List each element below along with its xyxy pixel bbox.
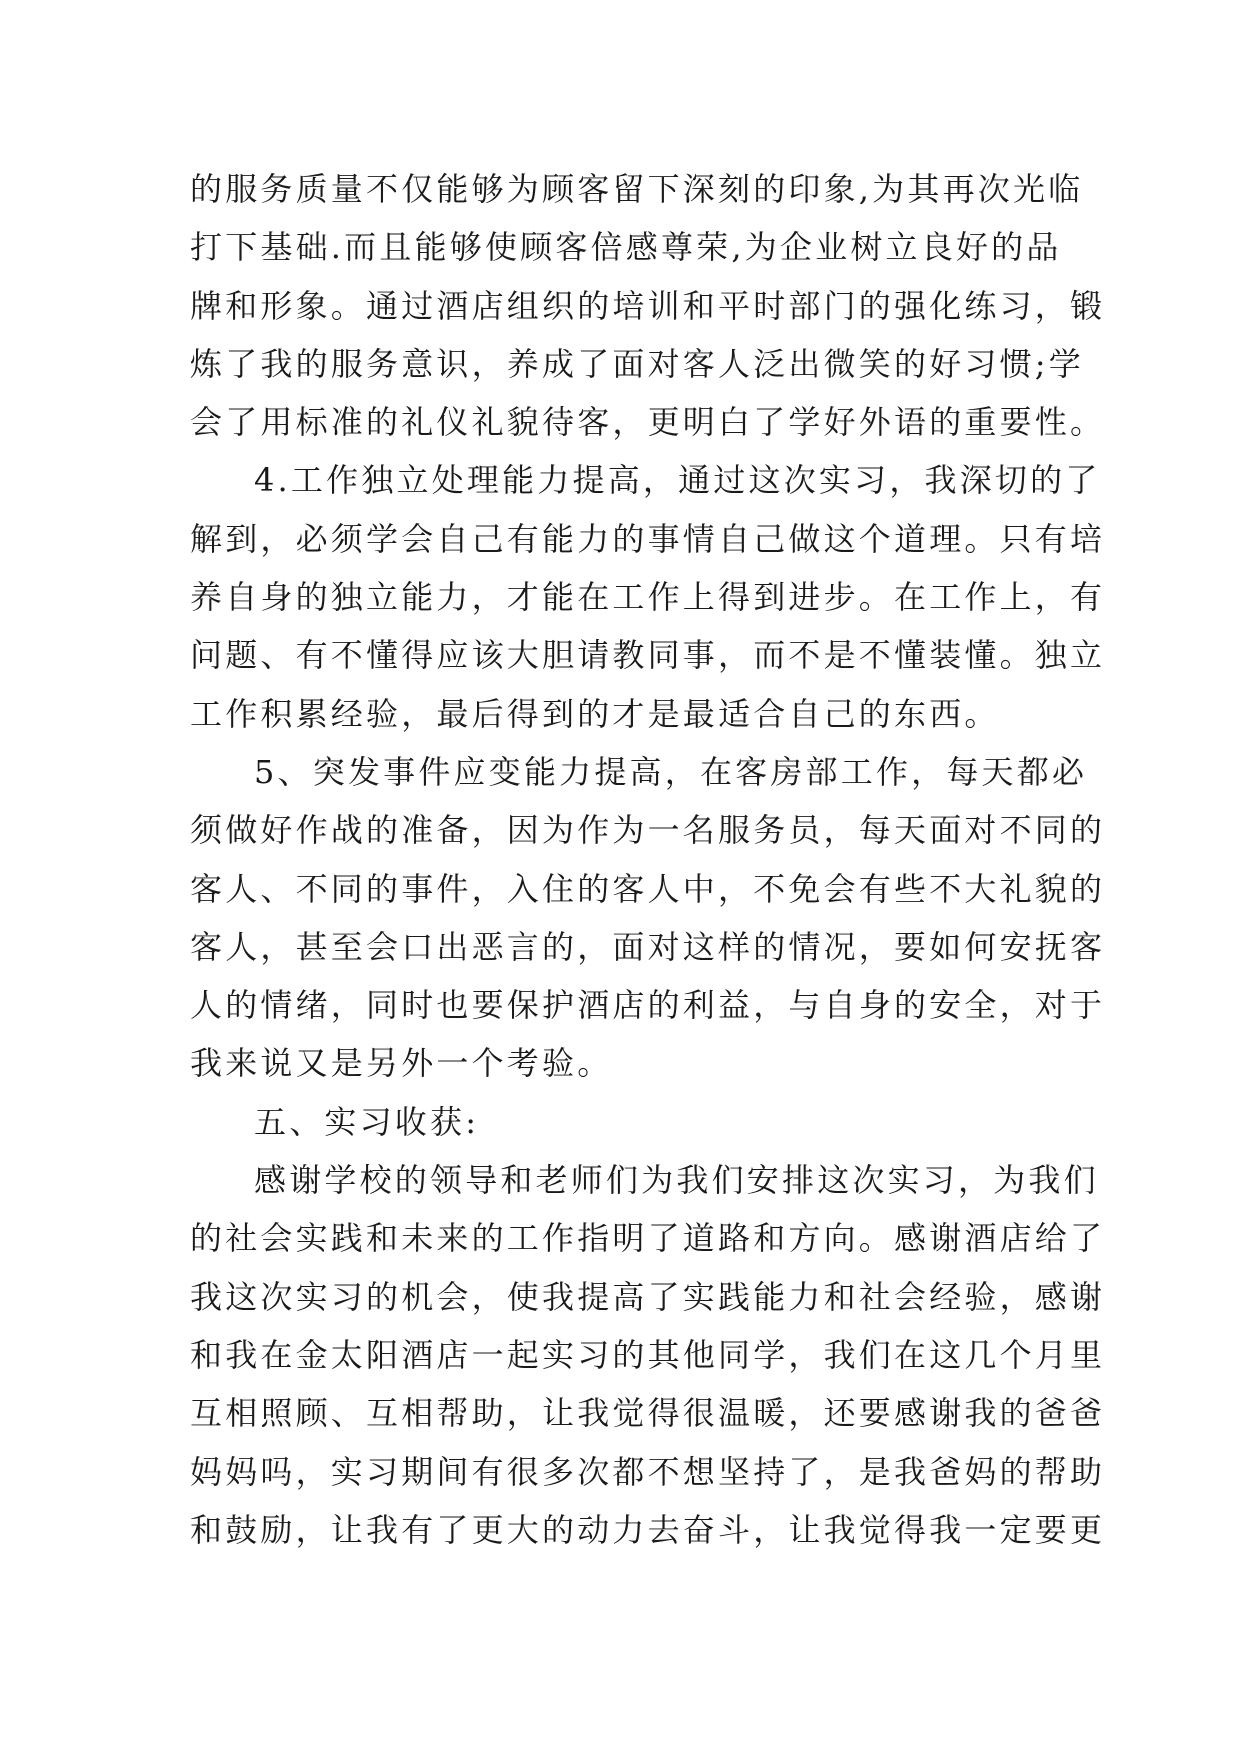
text-line: 客人、不同的事件，入住的客人中，不免会有些不大礼貌的 (190, 869, 1106, 908)
paragraph-start-line: 5、突发事件应变能力提高，在客房部工作，每天都必 (254, 752, 1088, 791)
paragraph-start-line: 感谢学校的领导和老师们为我们安排这次实习，为我们 (254, 1161, 1099, 1200)
text-line: 工作积累经验，最后得到的才是最适合自己的东西。 (190, 694, 1000, 733)
text-line: 人的情绪，同时也要保护酒店的利益，与自身的安全，对于 (190, 986, 1106, 1025)
text-line: 和我在金太阳酒店一起实习的其他同学，我们在这几个月里 (190, 1335, 1106, 1374)
text-line: 炼了我的服务意识，养成了面对客人泛出微笑的好习惯;学 (190, 344, 1084, 383)
text-line: 会了用标准的礼仪礼貌待客，更明白了学好外语的重要性。 (190, 403, 1106, 442)
text-line: 牌和形象。通过酒店组织的培训和平时部门的强化练习，锻 (190, 286, 1106, 325)
text-line: 解到，必须学会自己有能力的事情自己做这个道理。只有培 (190, 519, 1106, 558)
text-line: 问题、有不懂得应该大胆请教同事，而不是不懂装懂。独立 (190, 636, 1106, 675)
text-line: 须做好作战的准备，因为作为一名服务员，每天面对不同的 (190, 811, 1106, 850)
text-line: 互相照顾、互相帮助，让我觉得很温暖，还要感谢我的爸爸 (190, 1394, 1106, 1433)
section-heading: 五、实习收获: (254, 1102, 480, 1141)
text-line: 的社会实践和未来的工作指明了道路和方向。感谢酒店给了 (190, 1219, 1106, 1258)
text-line: 的服务质量不仅能够为顾客留下深刻的印象,为其再次光临 (190, 170, 1084, 208)
text-line: 养自身的独立能力，才能在工作上得到进步。在工作上，有 (190, 578, 1106, 617)
text-line: 我来说又是另外一个考验。 (190, 1044, 613, 1083)
text-line: 打下基础.而且能够使顾客倍感尊荣,为企业树立良好的品 (190, 228, 1062, 267)
text-line: 客人，甚至会口出恶言的，面对这样的情况，要如何安抚客 (190, 927, 1106, 966)
text-line: 妈妈吗，实习期间有很多次都不想坚持了，是我爸妈的帮助 (190, 1452, 1106, 1491)
text-line: 和鼓励，让我有了更大的动力去奋斗，让我觉得我一定要更 (190, 1510, 1106, 1549)
paragraph-start-line: 4.工作独立处理能力提高，通过这次实习，我深切的了 (254, 461, 1101, 500)
text-line: 我这次实习的机会，使我提高了实践能力和社会经验，感谢 (190, 1277, 1106, 1316)
document-body (190, 160, 1106, 1559)
